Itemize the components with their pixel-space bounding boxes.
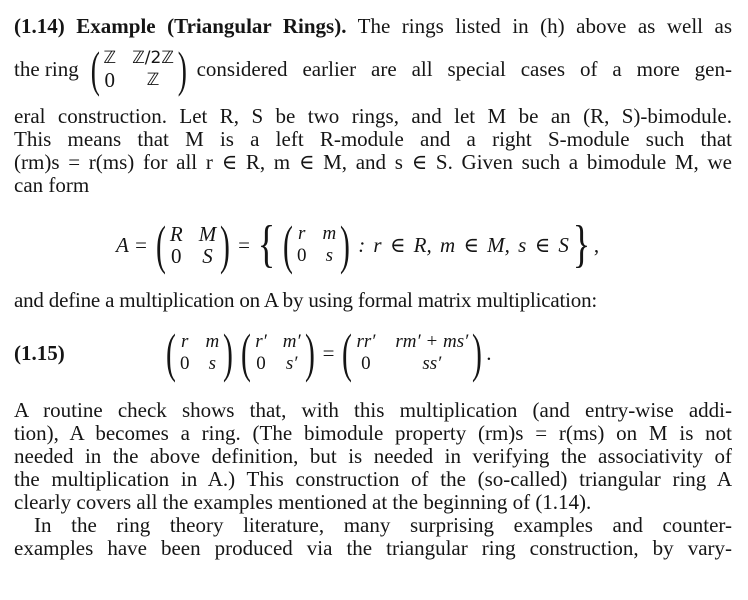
text-line: clearly covers all the examples mentioned at the beginning of (1.14). — [14, 490, 592, 514]
text-line: eral construction. Let R, S be two rings, and let M be an (R, S)-bimodule. — [14, 104, 732, 128]
right-paren: ) — [304, 323, 315, 383]
right-paren: ) — [340, 215, 351, 275]
ring-example-line — [14, 41, 732, 97]
left-paren: ( — [342, 323, 353, 383]
matrix-entry: 0 — [171, 244, 182, 268]
text-line: needed in the above definition, but is needed in verifying the associativity of — [14, 444, 732, 468]
text-line: This means that M is a left R-module and a right S-module such that — [14, 127, 732, 151]
matrix-entry: rm′ + ms′ — [395, 331, 469, 352]
ring-continuation: considered earlier are all special cases of a more gen- — [196, 57, 732, 81]
matrix-entry: 0 — [296, 245, 307, 266]
trailing-comma: , — [593, 232, 600, 257]
matrix-rms — [279, 215, 354, 275]
matrix-entry: s′ — [285, 353, 298, 374]
right-paren: ) — [220, 215, 231, 275]
matrix-entry: 0 — [361, 353, 371, 374]
left-paren: ( — [155, 215, 166, 275]
matrix-entry: m — [322, 223, 337, 244]
equation-1-15 — [14, 325, 734, 381]
matrix-entry: 0 — [104, 68, 115, 92]
left-paren: ( — [283, 215, 293, 275]
matrix-entry: R — [169, 222, 183, 246]
text-line: and define a multiplication on A by using formal matrix multiplication: — [14, 288, 598, 312]
matrix-entry: ℤ — [103, 48, 117, 68]
matrix-entry: r — [181, 331, 189, 352]
text-line: examples have been produced via the triangular ring construction, by vary- — [14, 536, 732, 560]
equals-sign: = — [238, 232, 251, 257]
matrix-entry: ℤ — [146, 70, 160, 90]
text-line: the multiplication in A.) This construction of the (so-called) triangular ring A — [14, 467, 732, 491]
matrix-entry: ss′ — [422, 353, 442, 374]
matrix-entry: s — [208, 353, 217, 374]
set-condition: : r ∈ R, m ∈ M, s ∈ S — [358, 232, 569, 257]
display-equation-triangular-ring — [116, 216, 599, 274]
matrix-factor-2 — [237, 323, 318, 383]
example-heading-line — [14, 14, 732, 38]
example-title: Example (Triangular Rings). — [76, 14, 347, 38]
text-line: tion), A becomes a ring. (The bimodule property (rm)s = r(ms) on M is not — [14, 421, 732, 445]
text-line: A routine check shows that, with this multiplication (and entry-wise addi- — [14, 398, 732, 422]
text-line: can form — [14, 173, 90, 197]
matrix-entry: 0 — [256, 353, 266, 374]
matrix-entry: ℤ/2ℤ — [132, 48, 174, 68]
right-brace: } — [572, 216, 591, 273]
right-paren: ) — [223, 323, 234, 383]
right-paren: ) — [472, 323, 483, 383]
heading-continuation: The rings listed in (h) above as well as — [357, 14, 733, 38]
matrix-entry: m — [205, 331, 220, 352]
text-line: (rm)s = r(ms) for all r ∈ R, m ∈ M, and s ∈ S. Given such a bimodule M, we — [14, 150, 732, 174]
left-paren: ( — [241, 323, 252, 383]
matrix-entry: r′ — [255, 331, 267, 352]
matrix-entry: S — [202, 244, 213, 268]
matrix-entry: r — [298, 223, 306, 244]
matrix-entry: s — [325, 245, 334, 266]
matrix-product — [338, 323, 486, 383]
left-paren: ( — [90, 41, 100, 97]
matrix-entry: m′ — [282, 331, 301, 352]
left-brace: { — [257, 216, 276, 273]
eq-lhs: A = — [116, 232, 148, 257]
ring-label: the ring — [14, 57, 79, 81]
right-paren: ) — [177, 41, 187, 97]
matrix-factor-1 — [162, 323, 237, 383]
ring-matrix — [87, 41, 191, 97]
matrix-entry: 0 — [179, 353, 190, 374]
example-number: (1.14) — [14, 14, 65, 38]
matrix-RMS — [152, 215, 234, 275]
equals-sign: = — [322, 340, 335, 365]
text-line: In the ring theory literature, many surprising examples and counter- — [34, 513, 732, 537]
matrix-entry: rr′ — [356, 331, 376, 352]
equation-label: (1.15) — [14, 340, 65, 365]
trailing-period: . — [486, 340, 492, 365]
left-paren: ( — [166, 323, 176, 383]
matrix-entry: M — [198, 222, 217, 246]
